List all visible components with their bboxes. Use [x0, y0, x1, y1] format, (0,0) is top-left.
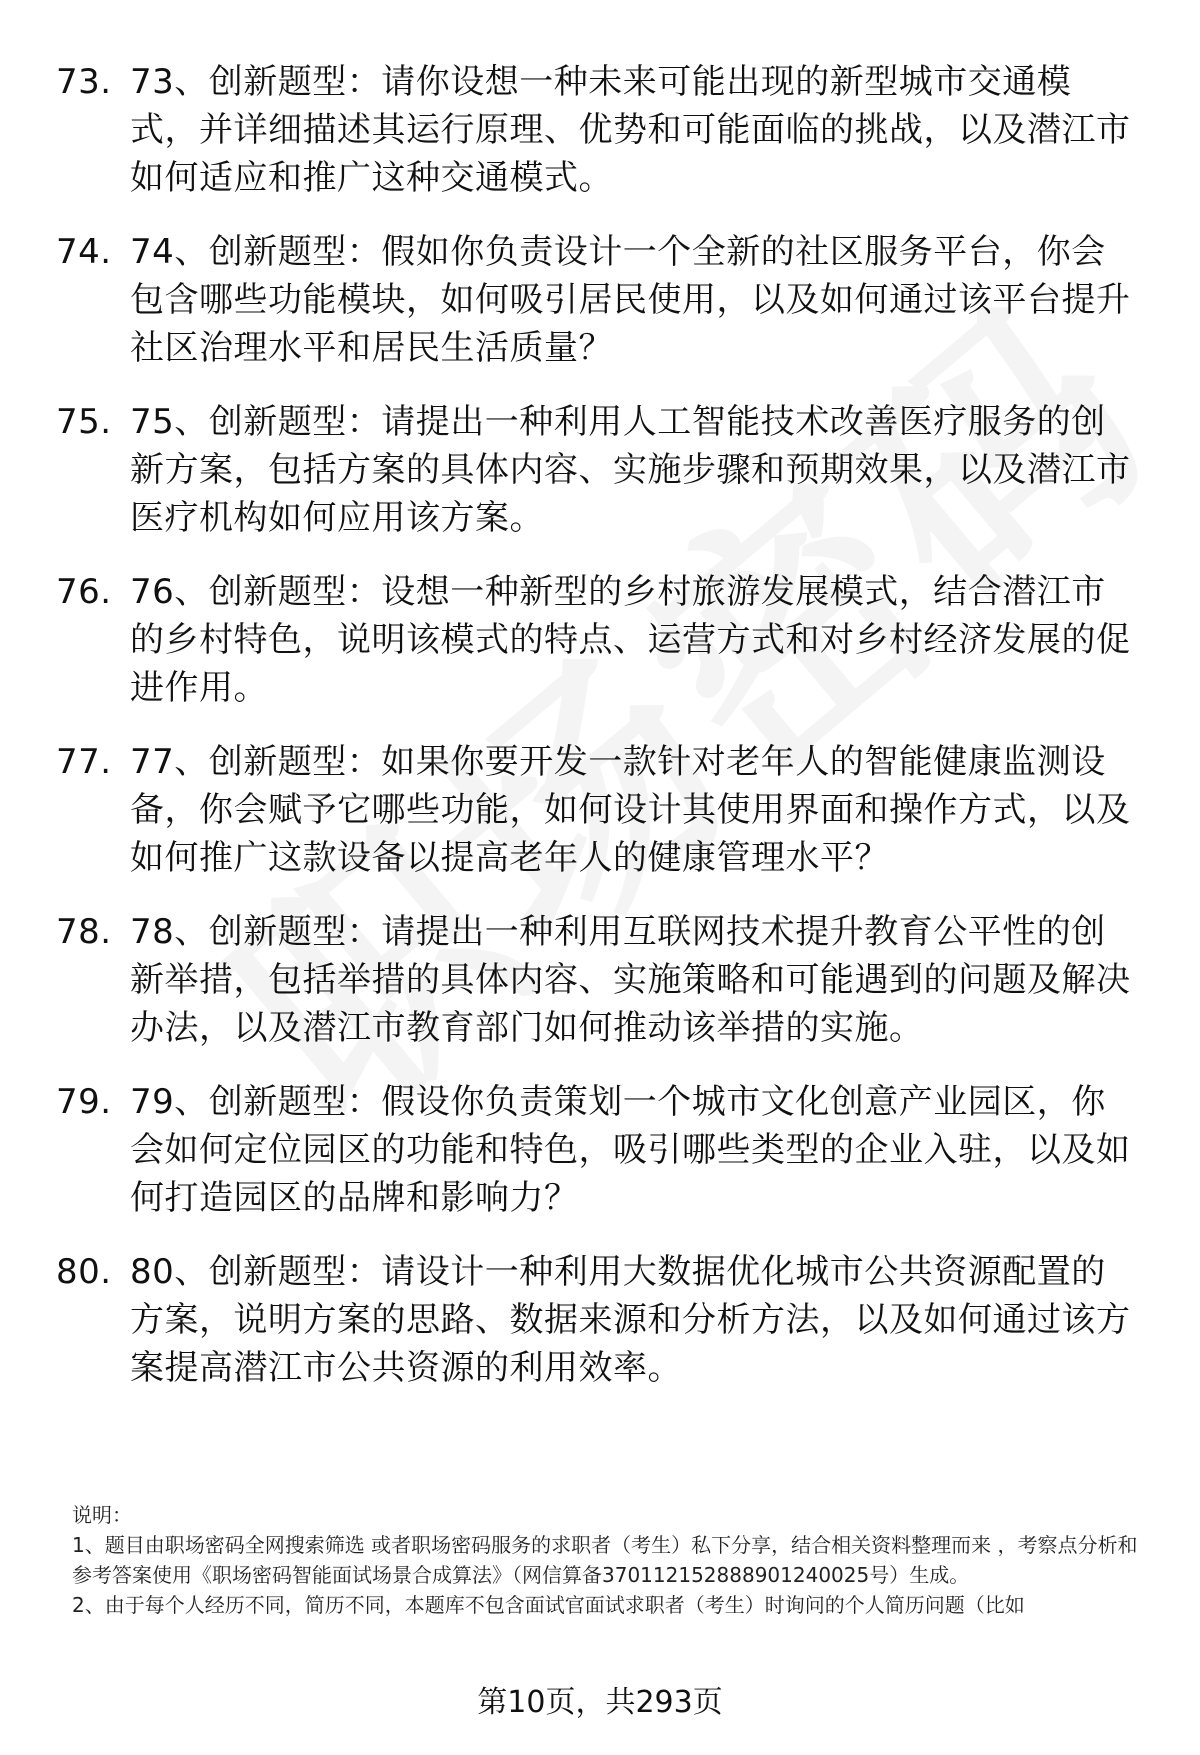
- question-number: 79.: [56, 1082, 112, 1122]
- question-list: [56, 58, 1140, 1392]
- question-text: 77、创新题型：如果你要开发一款针对老年人的智能健康监测设备，你会赋予它哪些功能，如何设计其使用界面和操作方式，以及如何推广这款设备以提高老年人的健康管理水平？: [130, 742, 1131, 878]
- notes-line-2: 2、由于每个人经历不同，简历不同，本题库不包含面试官面试求职者（考生）时询问的个人简历问题（比如: [72, 1593, 1025, 1617]
- list-item: [56, 398, 1140, 542]
- question-text: 76、创新题型：设想一种新型的乡村旅游发展模式，结合潜江市的乡村特色，说明该模式的特点、运营方式和对乡村经济发展的促进作用。: [130, 572, 1131, 708]
- list-item: [56, 568, 1140, 712]
- list-item: [56, 908, 1140, 1052]
- question-text: 78、创新题型：请提出一种利用互联网技术提升教育公平性的创新举措，包括举措的具体内容、实施策略和可能遇到的问题及解决办法，以及潜江市教育部门如何推动该举措的实施。: [130, 912, 1131, 1048]
- question-number: 74.: [56, 232, 112, 272]
- question-number: 75.: [56, 402, 112, 442]
- question-number: 80.: [56, 1252, 112, 1292]
- question-text: 75、创新题型：请提出一种利用人工智能技术改善医疗服务的创新方案，包括方案的具体内容、实施步骤和预期效果，以及潜江市医疗机构如何应用该方案。: [130, 402, 1131, 538]
- notes-section: [72, 1500, 1142, 1620]
- page-number: 第10页，共293页: [477, 1685, 723, 1720]
- question-text: 80、创新题型：请设计一种利用大数据优化城市公共资源配置的方案，说明方案的思路、数据来源和分析方法，以及如何通过该方案提高潜江市公共资源的利用效率。: [130, 1252, 1131, 1388]
- question-number: 73.: [56, 62, 112, 102]
- question-text: 73、创新题型：请你设想一种未来可能出现的新型城市交通模式，并详细描述其运行原理、优势和可能面临的挑战，以及潜江市如何适应和推广这种交通模式。: [130, 62, 1131, 198]
- list-item: [56, 1248, 1140, 1392]
- question-number: 78.: [56, 912, 112, 952]
- list-item: [56, 228, 1140, 372]
- list-item: [56, 738, 1140, 882]
- question-number: 76.: [56, 572, 112, 612]
- list-item: [56, 1078, 1140, 1222]
- question-text: 74、创新题型：假如你负责设计一个全新的社区服务平台，你会包含哪些功能模块，如何吸引居民使用，以及如何通过该平台提升社区治理水平和居民生活质量？: [130, 232, 1131, 368]
- notes-title: 说明：: [72, 1503, 132, 1527]
- list-item: [56, 58, 1140, 202]
- question-text: 79、创新题型：假设你负责策划一个城市文化创意产业园区，你会如何定位园区的功能和特色，吸引哪些类型的企业入驻，以及如何打造园区的品牌和影响力？: [130, 1082, 1131, 1218]
- question-number: 77.: [56, 742, 112, 782]
- notes-line-1: 1、题目由职场密码全网搜索筛选 或者职场密码服务的求职者（考生）私下分享，结合相关资料整理而来 ，考察点分析和参考答案使用《职场密码智能面试场景合成算法》（网信算备370112152888901240025号）生成。: [72, 1533, 1138, 1587]
